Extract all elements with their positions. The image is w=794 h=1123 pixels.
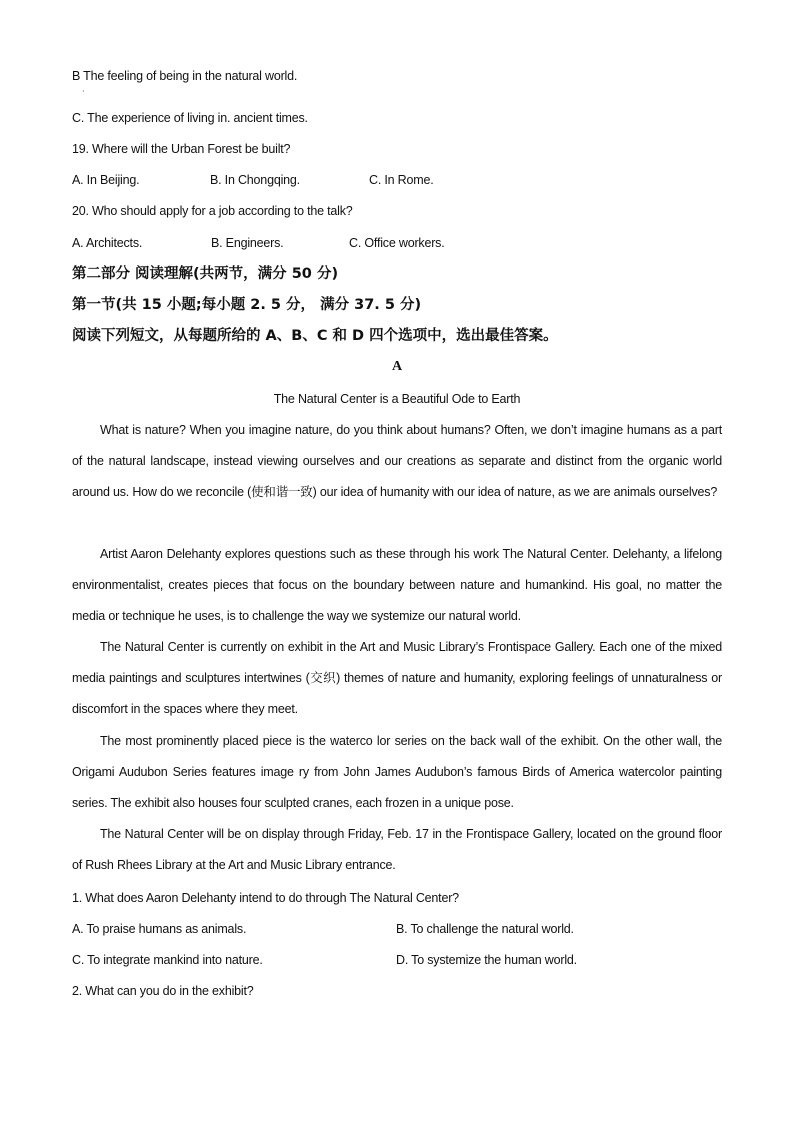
- q1-option-b: B. To challenge the natural world.: [396, 922, 574, 936]
- stray-dot: ·: [82, 87, 85, 96]
- q20-option-b: B. Engineers.: [211, 236, 284, 250]
- q20-option-a: A. Architects.: [72, 236, 143, 250]
- q19-option-a: A. In Beijing.: [72, 173, 140, 187]
- passage-paragraph-3: The Natural Center is currently on exhibit in the Art and Music Library’s Frontispace Gallery. Each one of the mixed media paintings and sculptures intertwines (交织) themes of nature and humanity, exploring feelings of unnaturalness or discomfort in the spaces where they meet.: [72, 640, 722, 716]
- q2-question: 2. What can you do in the exhibit?: [72, 984, 254, 998]
- q19-question: 19. Where will the Urban Forest be built?: [72, 142, 291, 156]
- q1-option-c: C. To integrate mankind into nature.: [72, 953, 263, 967]
- q20-option-c: C. Office workers.: [349, 236, 445, 250]
- q19-option-c: C. In Rome.: [369, 173, 434, 187]
- part-title: 第二部分 阅读理解(共两节，满分 50 分): [72, 266, 339, 282]
- passage-paragraph-4: The most prominently placed piece is the waterco lor series on the back wall of the exhibit. On the other wall, the Origami Audubon Series features image ry from John James Audubon’s famous Birds of America watercolor painting series. The exhibit also houses four sculpted cranes, each frozen in a unique pose.: [72, 734, 722, 810]
- passage-paragraph-2: Artist Aaron Delehanty explores questions such as these through his work The Natural Center. Delehanty, a lifelong environmentalist, creates pieces that focus on the boundary between nature and humankind. His goal, no matter the media or technique he uses, is to challenge the way we systemize our natural world.: [72, 547, 722, 623]
- passage-paragraph-5: The Natural Center will be on display through Friday, Feb. 17 in the Frontispace Gallery, located on the ground floor of Rush Rhees Library at the Art and Music Library entrance.: [72, 827, 722, 872]
- passage-letter: A: [391, 359, 403, 374]
- q20-question: 20. Who should apply for a job according to the talk?: [72, 204, 353, 218]
- q18-option-c: C. The experience of living in. ancient times.: [72, 111, 308, 125]
- passage-title: The Natural Center is a Beautiful Ode to Earth: [273, 392, 521, 406]
- section-subtitle: 第一节(共 15 小题;每小题 2. 5 分， 满分 37. 5 分): [72, 297, 422, 313]
- q19-option-b: B. In Chongqing.: [210, 173, 300, 187]
- section-instruction: 阅读下列短文，从每题所给的 A、B、C 和 D 四个选项中，选出最佳答案。: [72, 328, 558, 344]
- q1-option-d: D. To systemize the human world.: [396, 953, 577, 967]
- passage-paragraph-1: What is nature? When you imagine nature, do you think about humans? Often, we don’t imagine humans as a part of the natural landscape, instead viewing ourselves and our creations as separate and distinct from the organic world around us. How do we reconcile (使和谐一致) our idea of humanity with our idea of nature, as we are animals ourselves?: [72, 423, 722, 499]
- q1-question: 1. What does Aaron Delehanty intend to do through The Natural Center?: [72, 891, 459, 905]
- q1-option-a: A. To praise humans as animals.: [72, 922, 247, 936]
- q18-option-b: B The feeling of being in the natural world.: [72, 69, 298, 83]
